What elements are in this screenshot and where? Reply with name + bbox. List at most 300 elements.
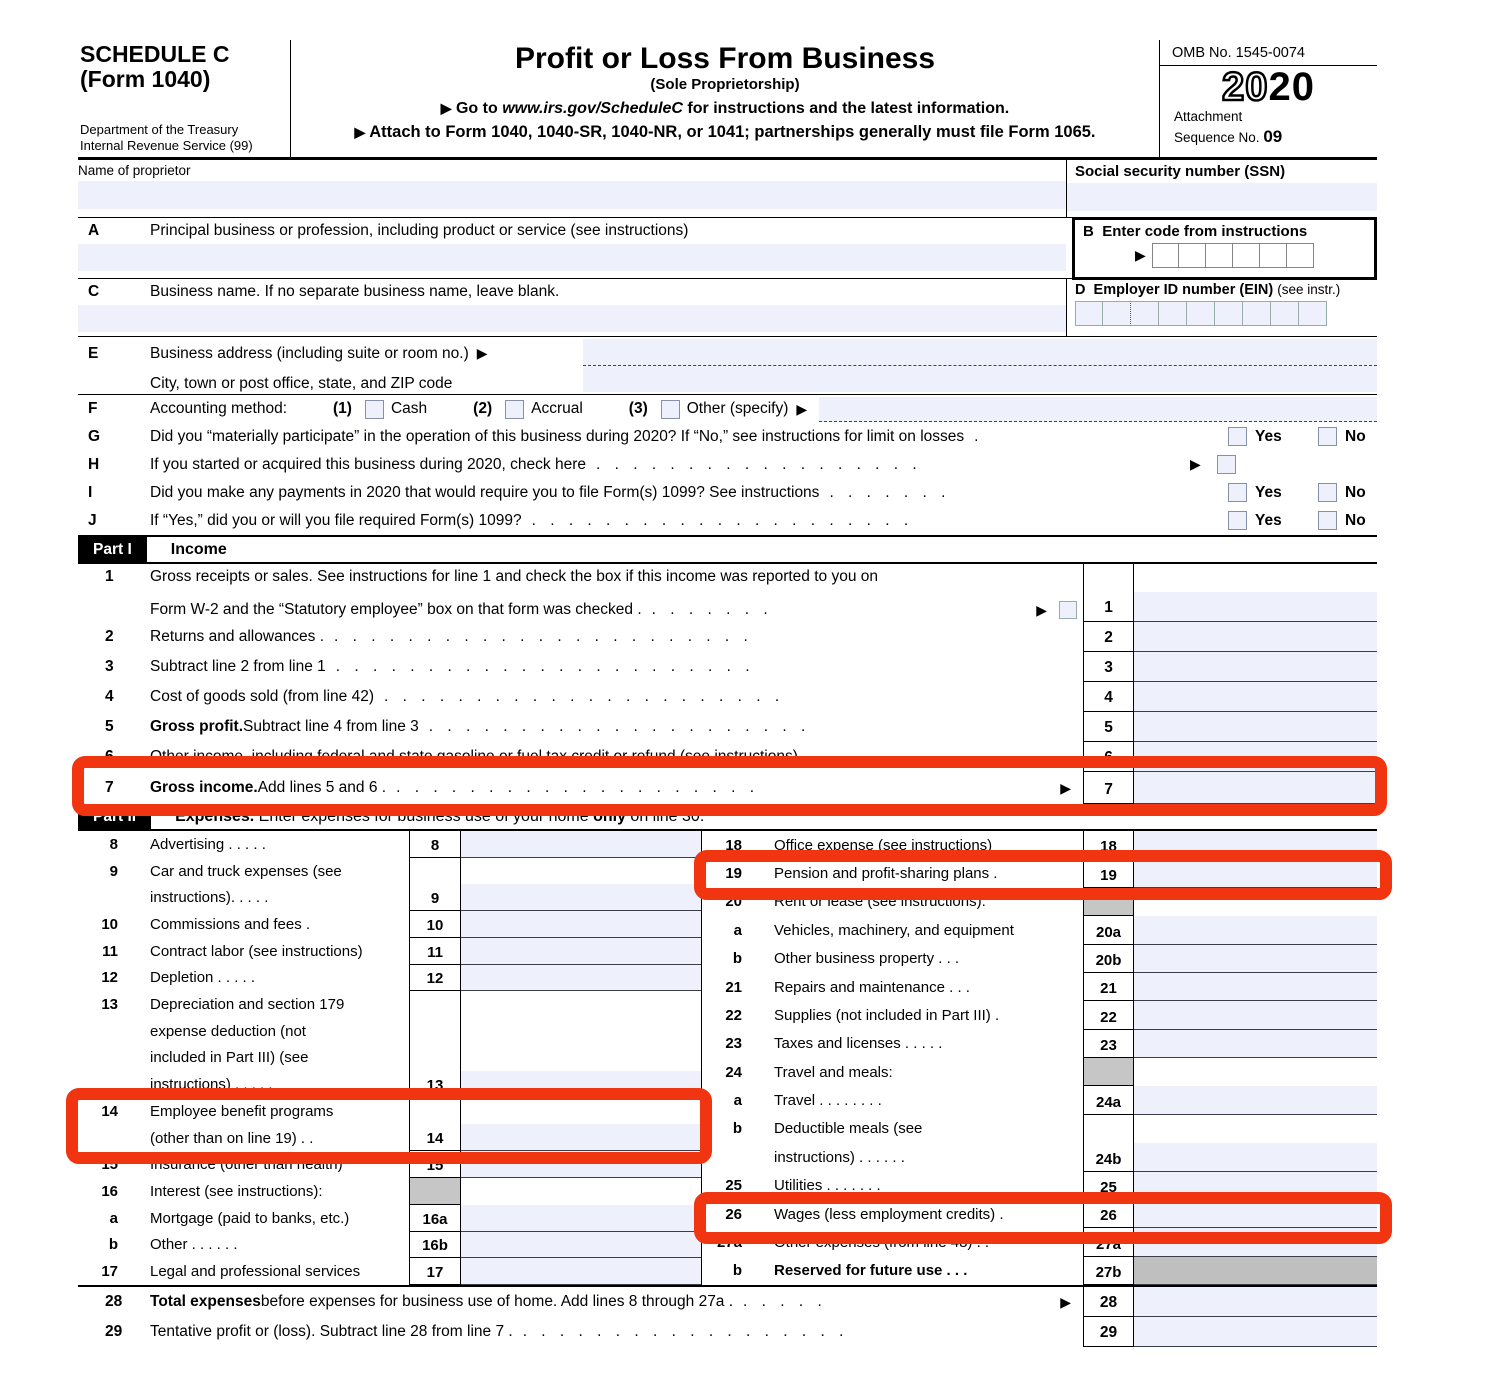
line-29-text: Tentative profit or (loss). Subtract line 28 from line 7 . bbox=[150, 1323, 513, 1340]
line-8-text: Advertising . . . . . bbox=[150, 835, 266, 853]
attach-line bbox=[291, 123, 1159, 142]
line-20-num: 20 bbox=[725, 893, 742, 911]
line-25-row bbox=[702, 1172, 1377, 1200]
line-13-text: Depreciation and section 179 bbox=[150, 996, 345, 1014]
part2-title bbox=[175, 808, 704, 826]
line-20b-amount[interactable] bbox=[1134, 945, 1377, 973]
accounting-accrual-checkbox[interactable] bbox=[505, 400, 524, 419]
header-left bbox=[78, 40, 291, 157]
line-2-amount[interactable] bbox=[1134, 622, 1377, 652]
line-6-num: 6 bbox=[105, 748, 114, 765]
line-e-label: Business address (including suite or room no.) bbox=[150, 344, 469, 362]
line-f-letter: F bbox=[88, 400, 98, 417]
line-16b-num: b bbox=[108, 1236, 118, 1254]
line-8-amount[interactable] bbox=[461, 831, 701, 858]
line-20a-text: Vehicles, machinery, and equipment bbox=[774, 921, 1014, 939]
line-3-amount[interactable] bbox=[1134, 652, 1377, 682]
line-i-letter: I bbox=[88, 484, 93, 501]
i-no-checkbox[interactable] bbox=[1318, 483, 1337, 502]
line-7-row bbox=[78, 772, 1377, 804]
line-9-num: 9 bbox=[109, 862, 118, 880]
cash-label: Cash bbox=[390, 400, 428, 417]
proprietor-name-label: Name of proprietor bbox=[78, 163, 191, 178]
option2-num: (2) bbox=[473, 400, 493, 417]
line-20a-box: 20a bbox=[1083, 916, 1134, 944]
line-4-text: Cost of goods sold (from line 42) bbox=[150, 688, 374, 705]
line-22-text: Supplies (not included in Part III) . bbox=[774, 1006, 1000, 1024]
no-label: No bbox=[1345, 511, 1366, 529]
ein-cells bbox=[1075, 301, 1377, 326]
arrow-icon: ▶ bbox=[796, 400, 808, 417]
line-16b-row bbox=[78, 1232, 701, 1259]
identity-row bbox=[78, 160, 1377, 218]
line-14-row bbox=[78, 1098, 701, 1151]
line-29-amount[interactable] bbox=[1134, 1317, 1377, 1347]
line-2-box: 2 bbox=[1083, 622, 1134, 652]
j-yes-checkbox[interactable] bbox=[1228, 511, 1247, 530]
year-outline: 20 bbox=[1222, 65, 1269, 109]
line-16a-row bbox=[78, 1205, 701, 1232]
line-8-box: 8 bbox=[409, 831, 461, 858]
part2-title-only: only bbox=[593, 807, 626, 825]
line-16b-text: Other . . . . . . bbox=[150, 1236, 238, 1254]
form-number: (Form 1040) bbox=[80, 65, 211, 92]
ein-cell[interactable] bbox=[1103, 301, 1131, 326]
goto-suffix: for instructions and the latest information. bbox=[682, 100, 1010, 117]
line-24b-amount[interactable] bbox=[1134, 1115, 1377, 1172]
schedule-name: SCHEDULE C bbox=[80, 41, 230, 67]
line-27a-box: 27a bbox=[1083, 1228, 1134, 1256]
line-9-box: 9 bbox=[409, 858, 461, 911]
form-subtitle: (Sole Proprietorship) bbox=[650, 76, 800, 93]
line-13-row bbox=[78, 991, 701, 1098]
line-27a-amount[interactable] bbox=[1134, 1228, 1377, 1256]
line-16b-amount[interactable] bbox=[461, 1232, 701, 1259]
code-cell[interactable] bbox=[1206, 243, 1233, 268]
yes-label: Yes bbox=[1255, 483, 1282, 501]
arrow-icon: ▶ bbox=[476, 345, 488, 361]
code-cell[interactable] bbox=[1233, 243, 1260, 268]
line-g-yes-no bbox=[1228, 427, 1366, 446]
line-6-box: 6 bbox=[1083, 742, 1134, 772]
line-b-label: Enter code from instructions bbox=[1102, 223, 1308, 240]
line-5-num: 5 bbox=[105, 718, 114, 735]
line-17-num: 17 bbox=[101, 1263, 118, 1281]
line-16a-amount[interactable] bbox=[461, 1205, 701, 1232]
line-20a-amount[interactable] bbox=[1134, 916, 1377, 944]
line-23-amount[interactable] bbox=[1134, 1030, 1377, 1058]
line-19-amount[interactable] bbox=[1134, 859, 1377, 887]
line-27b-box: 27b bbox=[1083, 1257, 1134, 1285]
line-23-row bbox=[702, 1030, 1377, 1058]
line-15-num: 15 bbox=[101, 1156, 118, 1174]
other-specify-input[interactable] bbox=[819, 397, 1377, 422]
line-14-amount[interactable] bbox=[461, 1098, 701, 1151]
row-f bbox=[78, 395, 1377, 423]
line-24-text: Travel and meals: bbox=[774, 1063, 893, 1081]
row-c-d bbox=[78, 279, 1377, 337]
line-7-bold: Gross income. bbox=[150, 779, 258, 796]
arrow-icon: ▶ bbox=[1135, 247, 1146, 263]
line-2-num: 2 bbox=[105, 628, 114, 645]
part1-header bbox=[78, 537, 1377, 564]
g-yes-checkbox[interactable] bbox=[1228, 427, 1247, 446]
ein-cell[interactable] bbox=[1075, 301, 1103, 326]
arrow-icon: ▶ bbox=[440, 100, 452, 116]
line-13-num: 13 bbox=[101, 996, 118, 1014]
line-24a-row bbox=[702, 1086, 1377, 1114]
line-10-box: 10 bbox=[409, 911, 461, 938]
line-6-row bbox=[78, 742, 1377, 772]
other-label: Other (specify) bbox=[686, 400, 789, 417]
line-21-amount[interactable] bbox=[1134, 973, 1377, 1001]
line-9-row bbox=[78, 858, 701, 911]
business-code-cells bbox=[1135, 243, 1374, 268]
line-17-amount[interactable] bbox=[461, 1258, 701, 1285]
ein-cell[interactable] bbox=[1187, 301, 1215, 326]
line-19-text: Pension and profit-sharing plans . bbox=[774, 865, 998, 883]
line-13-text3: included in Part III) (see bbox=[150, 1049, 309, 1067]
part2-badge: Part II bbox=[78, 804, 151, 829]
line-16b-box: 16b bbox=[409, 1232, 461, 1259]
line-h-check bbox=[1190, 455, 1236, 474]
line-h-letter: H bbox=[88, 456, 100, 473]
line-16-box-gray bbox=[409, 1178, 461, 1205]
line-16a-text: Mortgage (paid to banks, etc.) bbox=[150, 1209, 350, 1227]
line-21-row bbox=[702, 973, 1377, 1001]
line-e-label2: City, town or post office, state, and ZIP code bbox=[150, 374, 453, 392]
line-17-row bbox=[78, 1258, 701, 1285]
dot-leader: . . . . . . . bbox=[829, 484, 951, 501]
ein-cell[interactable] bbox=[1215, 301, 1243, 326]
line-28-num: 28 bbox=[105, 1293, 123, 1310]
line-9-text: Car and truck expenses (see bbox=[150, 862, 342, 880]
line-14-box: 14 bbox=[409, 1098, 461, 1151]
line-29-num: 29 bbox=[105, 1323, 123, 1340]
line-18-box: 18 bbox=[1083, 831, 1134, 859]
line-18-text: Office expense (see instructions) bbox=[774, 836, 993, 854]
line-10-text: Commissions and fees . bbox=[150, 915, 311, 933]
attach-text: Attach to Form 1040, 1040-SR, 1040-NR, or 1041; partnerships generally must file Form 1065. bbox=[369, 123, 1096, 141]
line-15-box: 15 bbox=[409, 1151, 461, 1178]
line-14-text2: (other than on line 19) . . bbox=[150, 1129, 314, 1147]
line-24-num: 24 bbox=[725, 1063, 742, 1081]
j-no-checkbox[interactable] bbox=[1318, 511, 1337, 530]
line-21-num: 21 bbox=[725, 978, 742, 996]
line-28-text: before expenses for business use of home. Add lines 8 through 27a . bbox=[260, 1293, 734, 1310]
line-1-amount[interactable] bbox=[1134, 564, 1377, 622]
line-23-text: Taxes and licenses . . . . . bbox=[774, 1035, 943, 1053]
dot-leader: . . . . . . . . . . . . . . . . . . . . . bbox=[428, 718, 811, 735]
line-1-text: Gross receipts or sales. See instructions for line 1 and check the box if this income was reported to you on bbox=[150, 568, 879, 585]
line-12-amount[interactable] bbox=[461, 965, 701, 992]
line-20b-text: Other business property . . . bbox=[774, 950, 960, 968]
code-cell[interactable] bbox=[1152, 243, 1179, 268]
line-20-text: Rent or lease (see instructions): bbox=[774, 893, 986, 911]
row-h bbox=[78, 451, 1377, 479]
ein-cell[interactable] bbox=[1271, 301, 1299, 326]
line-26-row bbox=[702, 1200, 1377, 1228]
ein-cell[interactable] bbox=[1159, 301, 1187, 326]
arrow-icon: ▶ bbox=[1060, 1293, 1071, 1310]
line-j-letter: J bbox=[88, 512, 97, 529]
code-cell[interactable] bbox=[1287, 243, 1314, 268]
line-20b-row bbox=[702, 945, 1377, 973]
header-center bbox=[291, 40, 1159, 157]
line-5-row bbox=[78, 712, 1377, 742]
line-13-text4: instructions) . . . . . bbox=[150, 1076, 273, 1094]
line-17-box: 17 bbox=[409, 1258, 461, 1285]
dot-leader: . . . . . . . . . . . . . . . . . . bbox=[595, 456, 922, 473]
line-7-text: Add lines 5 and 6 . bbox=[257, 779, 387, 796]
line-16a-num: a bbox=[109, 1209, 118, 1227]
line-27b-num: b bbox=[732, 1262, 742, 1280]
line-11-amount[interactable] bbox=[461, 938, 701, 965]
yes-label: Yes bbox=[1255, 427, 1282, 445]
dot-leader: . . . . . . . . . . . . . . . . . . . . . . . bbox=[335, 658, 755, 675]
line-10-amount[interactable] bbox=[461, 911, 701, 938]
line-15-amount[interactable] bbox=[461, 1151, 701, 1178]
line-1-row bbox=[78, 564, 1377, 622]
line-e-letter: E bbox=[88, 344, 99, 362]
line-7-box: 7 bbox=[1083, 772, 1134, 804]
line-18-row bbox=[702, 831, 1377, 859]
line-c-letter: C bbox=[88, 283, 100, 300]
form-header bbox=[78, 40, 1377, 160]
part2-title-end: on line 30. bbox=[625, 807, 705, 825]
expenses-left-column bbox=[78, 831, 702, 1285]
line-9-text2: instructions). . . . . bbox=[150, 889, 269, 907]
ein-cell[interactable] bbox=[1131, 301, 1159, 326]
row-e bbox=[78, 337, 1377, 395]
form-page bbox=[78, 40, 1377, 1347]
line-3-num: 3 bbox=[105, 658, 114, 675]
line-11-box: 11 bbox=[409, 938, 461, 965]
line-12-box: 12 bbox=[409, 965, 461, 992]
code-cell[interactable] bbox=[1179, 243, 1206, 268]
line-24-row bbox=[702, 1058, 1377, 1086]
arrow-icon: ▶ bbox=[1190, 456, 1201, 472]
line-26-amount[interactable] bbox=[1134, 1200, 1377, 1228]
year-bold: 20 bbox=[1268, 65, 1315, 109]
line-26-num: 26 bbox=[725, 1205, 742, 1223]
statutory-employee-checkbox[interactable] bbox=[1059, 601, 1077, 619]
dot-leader: . . . . . . . . . . . . . . . . . . bbox=[522, 1323, 849, 1340]
line-4-num: 4 bbox=[105, 688, 114, 705]
no-label: No bbox=[1345, 427, 1366, 445]
line-13-box: 13 bbox=[409, 991, 461, 1098]
line-8-num: 8 bbox=[109, 835, 118, 853]
line-h-label: If you started or acquired this business during 2020, check here bbox=[150, 456, 586, 473]
line-c-label: Business name. If no separate business name, leave blank. bbox=[150, 283, 560, 300]
line-2-text: Returns and allowances . bbox=[150, 628, 325, 645]
line-4-row bbox=[78, 682, 1377, 712]
ssn-input[interactable] bbox=[1067, 183, 1377, 211]
line-23-box: 23 bbox=[1083, 1030, 1134, 1058]
line-11-row bbox=[78, 938, 701, 965]
line-28-row bbox=[78, 1287, 1377, 1317]
arrow-icon: ▶ bbox=[354, 124, 366, 140]
line-1-num: 1 bbox=[105, 568, 114, 585]
goto-prefix: Go to bbox=[455, 100, 503, 117]
proprietor-name-input[interactable] bbox=[78, 181, 1066, 209]
line-d-label: Employer ID number (EIN) bbox=[1093, 282, 1278, 298]
accounting-cash-checkbox[interactable] bbox=[365, 400, 384, 419]
no-label: No bbox=[1345, 483, 1366, 501]
line-6-text: Other income, including federal and state gasoline or fuel tax credit or refund (see instructions) bbox=[150, 748, 798, 765]
line-24b-text2: instructions) . . . . . . bbox=[774, 1148, 905, 1166]
i-yes-checkbox[interactable] bbox=[1228, 483, 1247, 502]
line-14-text: Employee benefit programs bbox=[150, 1102, 334, 1120]
dot-leader: . . . . . bbox=[743, 1293, 827, 1310]
line-12-text: Depletion . . . . . bbox=[150, 969, 256, 987]
line-20a-num: a bbox=[733, 921, 742, 939]
line-a-label: Principal business or profession, including product or service (see instructions) bbox=[150, 222, 689, 239]
line-25-num: 25 bbox=[725, 1177, 742, 1195]
line-28-amount[interactable] bbox=[1134, 1287, 1377, 1317]
line-12-num: 12 bbox=[101, 969, 118, 987]
line-d-note: (see instr.) bbox=[1277, 282, 1341, 297]
line-4-box: 4 bbox=[1083, 682, 1134, 712]
dot-leader: . . . . . . . . . . . . . . . . . . . . bbox=[396, 779, 760, 796]
line-27a-text: Other expenses (from line 48) . . bbox=[774, 1233, 990, 1251]
line-4-amount[interactable] bbox=[1134, 682, 1377, 712]
expenses-right-column bbox=[702, 831, 1377, 1285]
line-c-input[interactable] bbox=[78, 305, 1066, 332]
line-3-row bbox=[78, 652, 1377, 682]
line-16-num: 16 bbox=[101, 1183, 118, 1200]
code-cell[interactable] bbox=[1260, 243, 1287, 268]
line-24a-box: 24a bbox=[1083, 1086, 1134, 1114]
irs-url: www.irs.gov/ScheduleC bbox=[502, 100, 683, 117]
line-j-label: If “Yes,” did you or will you file required Form(s) 1099? bbox=[150, 512, 522, 529]
ein-cell[interactable] bbox=[1299, 301, 1327, 326]
line-13-text2: expense deduction (not bbox=[150, 1022, 306, 1040]
line-j-yes-no bbox=[1228, 511, 1366, 530]
line-7-amount[interactable] bbox=[1134, 772, 1377, 804]
line-6-amount[interactable] bbox=[1134, 742, 1377, 772]
dot-leader: . . . . . . . . . . . . . . . . . . . . . . bbox=[384, 688, 785, 705]
line-15-text: Insurance (other than health) bbox=[150, 1156, 343, 1174]
line-5-text: Subtract line 4 from line 3 bbox=[243, 718, 419, 735]
line-27a-row bbox=[702, 1228, 1377, 1256]
line-27b-text: Reserved for future use . . . bbox=[774, 1262, 968, 1280]
line-23-num: 23 bbox=[725, 1035, 742, 1053]
line-20b-num: b bbox=[732, 950, 742, 968]
line-16-text: Interest (see instructions): bbox=[150, 1183, 323, 1200]
line-24a-text: Travel . . . . . . . . bbox=[774, 1092, 882, 1110]
line-10-row bbox=[78, 911, 701, 938]
line-27b-amount-gray bbox=[1134, 1257, 1377, 1285]
line-11-num: 11 bbox=[102, 942, 118, 960]
part2-title-mid: Enter expenses for business use of your home bbox=[254, 807, 594, 825]
sequence-label: Sequence No. bbox=[1174, 129, 1264, 145]
dot-leader: . . . . . . . . . . . . . . . . . . . . . bbox=[531, 512, 914, 529]
line-17-text: Legal and professional services bbox=[150, 1263, 361, 1281]
line-5-box: 5 bbox=[1083, 712, 1134, 742]
ein-cell[interactable] bbox=[1243, 301, 1271, 326]
row-g bbox=[78, 423, 1377, 451]
row-j bbox=[78, 507, 1377, 535]
line-15-row bbox=[78, 1151, 701, 1178]
line-26-text: Wages (less employment credits) . bbox=[774, 1205, 1004, 1223]
line-22-row bbox=[702, 1001, 1377, 1029]
line-8-row bbox=[78, 831, 701, 858]
line-5-amount[interactable] bbox=[1134, 712, 1377, 742]
line-28-box: 28 bbox=[1083, 1287, 1134, 1317]
line-13-amount[interactable] bbox=[461, 991, 701, 1098]
line-19-num: 19 bbox=[725, 865, 742, 883]
line-19-row bbox=[702, 859, 1377, 887]
tax-year bbox=[1160, 66, 1377, 108]
option3-num: (3) bbox=[628, 400, 648, 417]
line-20-box-gray bbox=[1083, 888, 1134, 916]
part1-badge: Part I bbox=[78, 537, 147, 562]
line-10-num: 10 bbox=[101, 915, 118, 933]
line-22-num: 22 bbox=[725, 1006, 742, 1024]
line-20a-row bbox=[702, 916, 1377, 944]
line-12-row bbox=[78, 965, 701, 992]
line-24a-amount[interactable] bbox=[1134, 1086, 1377, 1114]
line-a-input[interactable] bbox=[78, 244, 1066, 271]
line-g-label: Did you “materially participate” in the operation of this business during 2020? If “No,” see instructions for limit on losses bbox=[150, 428, 965, 445]
line-20-amount-blank bbox=[1134, 888, 1377, 916]
dot-leader: . . . . . . . . . . . . . . . . . . . . . . . bbox=[334, 628, 753, 645]
accounting-other-checkbox[interactable] bbox=[661, 400, 680, 419]
line-b-box bbox=[1072, 217, 1377, 280]
arrow-icon: ▶ bbox=[1060, 779, 1071, 796]
line-3-text: Subtract line 2 from line 1 bbox=[150, 658, 326, 675]
line-18-amount[interactable] bbox=[1134, 831, 1377, 859]
line-22-box: 22 bbox=[1083, 1001, 1134, 1029]
dot-leader: . bbox=[974, 428, 984, 445]
line-24b-box: 24b bbox=[1083, 1115, 1134, 1172]
line-1-box: 1 bbox=[1083, 564, 1134, 622]
part2-header bbox=[78, 804, 1377, 831]
line-2-row bbox=[78, 622, 1377, 652]
line-22-amount[interactable] bbox=[1134, 1001, 1377, 1029]
line-16-amount-blank bbox=[461, 1178, 701, 1205]
line-20-row bbox=[702, 888, 1377, 916]
attachment-label: Attachment bbox=[1174, 109, 1243, 124]
questions-block bbox=[78, 423, 1377, 537]
line-27a-num: 27a bbox=[716, 1233, 742, 1251]
accrual-label: Accrual bbox=[531, 400, 583, 417]
arrow-icon: ▶ bbox=[1036, 601, 1047, 618]
line-5-bold: Gross profit. bbox=[150, 718, 244, 735]
accounting-method-label: Accounting method: bbox=[150, 400, 288, 417]
line-25-amount[interactable] bbox=[1134, 1172, 1377, 1200]
h-checkbox[interactable] bbox=[1217, 455, 1236, 474]
dot-leader: . . bbox=[807, 748, 836, 765]
line-11-text: Contract labor (see instructions) bbox=[150, 942, 363, 960]
line-25-box: 25 bbox=[1083, 1172, 1134, 1200]
line-24a-num: a bbox=[733, 1092, 742, 1110]
line-21-box: 21 bbox=[1083, 973, 1134, 1001]
line-16a-box: 16a bbox=[409, 1205, 461, 1232]
line-i-yes-no bbox=[1228, 483, 1366, 502]
line-b-letter: B bbox=[1083, 223, 1094, 240]
dept-line2: Internal Revenue Service (99) bbox=[80, 137, 253, 153]
line-a-letter: A bbox=[88, 222, 100, 239]
line-18-num: 18 bbox=[725, 836, 742, 854]
line-21-text: Repairs and maintenance . . . bbox=[774, 978, 970, 996]
line-9-amount[interactable] bbox=[461, 858, 701, 911]
line-24b-text: Deductible meals (see bbox=[774, 1120, 923, 1138]
line-1-text2: Form W-2 and the “Statutory employee” box on that form was checked . bbox=[150, 601, 642, 618]
g-no-checkbox[interactable] bbox=[1318, 427, 1337, 446]
part2-title-bold: Expenses. bbox=[175, 807, 255, 825]
